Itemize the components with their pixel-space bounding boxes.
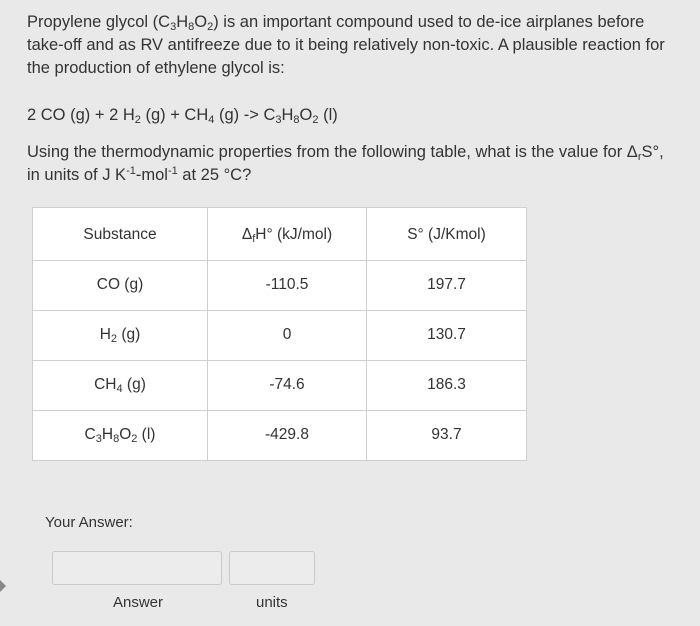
units-input[interactable]: [229, 551, 315, 585]
substance-cell: $CH_4$ (g): [33, 361, 208, 411]
entropy-cell: 130.7: [367, 311, 527, 361]
substance-cell: $H_2$ (g): [33, 311, 208, 361]
question-text: Propylene glycol $(C_3H_8O_2)$ is an important compound used to de-ice airplanes before take-off and as RV antifreeze due to it being relatively non-toxic. A plausible reaction for the production of ethylene glycol is:: [27, 13, 665, 77]
entropy-cell: 186.3: [367, 361, 527, 411]
reaction-equation: 2 CO (g) + 2 $H_2$ $(g) + CH_4$ $(g) -> C_3H_8O_2$ (l): [27, 106, 338, 126]
substance-cell: $C_3H_8O_2$ (l): [33, 411, 208, 461]
header-substance: Substance: [33, 208, 208, 261]
enthalpy-cell: -429.8: [208, 411, 367, 461]
answer-input[interactable]: [52, 551, 222, 585]
table-row: [33, 361, 527, 411]
thermodynamic-table: [32, 207, 527, 461]
answer-label: Answer: [113, 594, 164, 611]
enthalpy-cell: -110.5: [208, 261, 367, 311]
enthalpy-cell: -74.6: [208, 361, 367, 411]
table-row: [33, 261, 527, 311]
table-row: [33, 311, 527, 361]
question-prompt: Using the thermodynamic properties from the following table, what is the value for $\Delta_rS^\circ$, in units of J $K^{-1}-mol^{-1}$ at 25 °C?: [27, 143, 664, 184]
your-answer-heading: Your Answer:: [45, 514, 133, 531]
table-row: [33, 411, 527, 461]
entropy-cell: 93.7: [367, 411, 527, 461]
header-entropy: S° (J/Kmol): [367, 208, 527, 261]
entropy-cell: 197.7: [367, 261, 527, 311]
header-enthalpy: $\Delta_fH^\circ$ (kJ/mol): [208, 208, 367, 261]
units-label: units: [256, 594, 288, 611]
enthalpy-cell: 0: [208, 311, 367, 361]
table-header-row: [33, 208, 527, 261]
substance-cell: CO (g): [33, 261, 208, 311]
scroll-left-icon[interactable]: [0, 580, 6, 592]
